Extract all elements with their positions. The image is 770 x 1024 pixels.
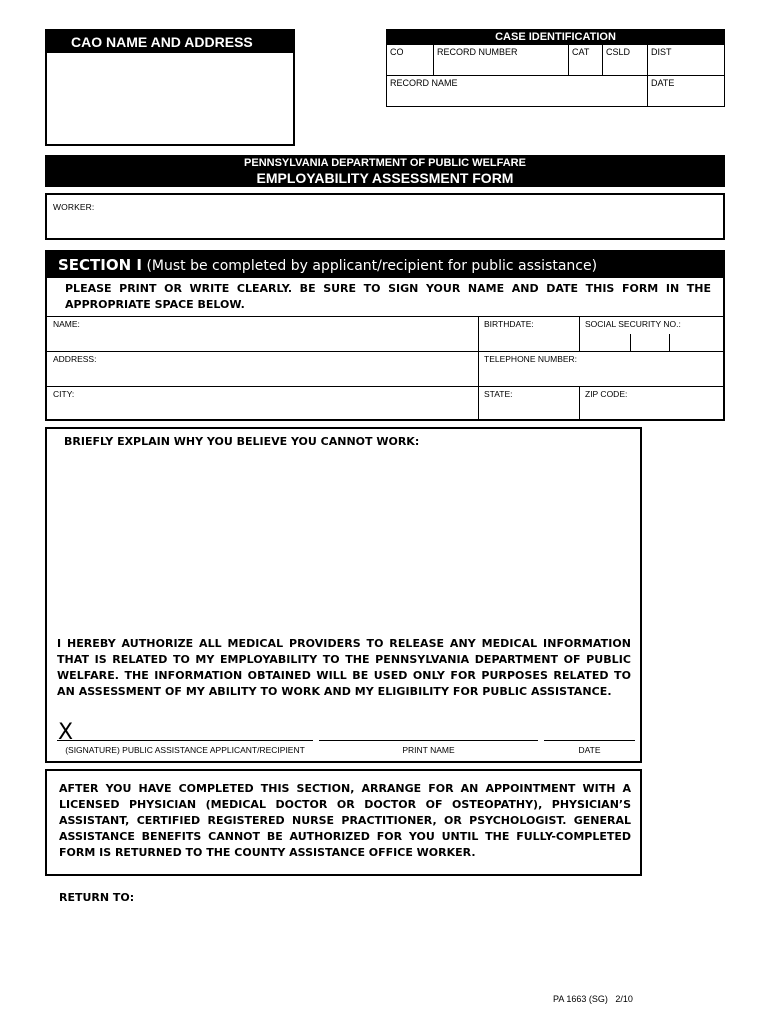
address-label: ADDRESS: bbox=[53, 354, 97, 364]
signature-line[interactable] bbox=[57, 740, 313, 741]
ssn-field[interactable] bbox=[579, 316, 723, 351]
worker-label: WORKER: bbox=[53, 202, 95, 212]
telephone-field[interactable] bbox=[478, 351, 723, 386]
explanation-box[interactable] bbox=[45, 427, 642, 763]
case-id-row-2 bbox=[387, 75, 724, 106]
case-id-row-1 bbox=[387, 44, 724, 76]
cat-field[interactable]: CAT bbox=[568, 45, 609, 76]
zip-field[interactable] bbox=[579, 386, 723, 419]
cao-name-address-box[interactable] bbox=[45, 29, 295, 146]
city-label: CITY: bbox=[53, 389, 75, 399]
name-field[interactable] bbox=[47, 316, 478, 351]
zip-label: ZIP CODE: bbox=[585, 389, 628, 399]
print-name-line[interactable] bbox=[319, 740, 538, 741]
form-header bbox=[45, 155, 725, 187]
city-field[interactable] bbox=[47, 386, 478, 419]
section-1-header bbox=[47, 252, 723, 278]
appointment-notice-text: AFTER YOU HAVE COMPLETED THIS SECTION, ARRANGE FOR AN APPOINTMENT WITH A LICENSED PHYSICIAN (MEDICAL DOCTOR OR DOCTOR OF OSTEOPATHY), PHYSICIAN’S ASSISTANT, CERTIFIED REGISTERED NURSE PRACTITIONER, OR PSYCHOLOGIST. GENERAL ASSISTANCE BENEFITS CANNOT BE AUTHORIZED FOR YOU UNTIL THE FULLY-COMPLETED FORM IS RETURNED TO THE COUNTY ASSISTANCE OFFICE WORKER. bbox=[59, 782, 631, 859]
date-line[interactable] bbox=[544, 740, 635, 741]
telephone-label: TELEPHONE NUMBER: bbox=[484, 354, 578, 364]
record-number-field[interactable]: RECORD NUMBER bbox=[433, 45, 575, 76]
address-field[interactable] bbox=[47, 351, 478, 386]
co-field[interactable]: CO bbox=[390, 47, 404, 57]
form-title: EMPLOYABILITY ASSESSMENT FORM bbox=[256, 170, 514, 186]
case-identification-box bbox=[386, 29, 725, 107]
form-number: PA 1663 (SG) 2/10 bbox=[553, 994, 633, 1004]
appointment-notice bbox=[45, 769, 642, 876]
record-name-field[interactable]: RECORD NAME bbox=[390, 78, 458, 88]
name-label: NAME: bbox=[53, 319, 80, 329]
dist-field[interactable]: DIST bbox=[647, 45, 724, 76]
worker-field[interactable] bbox=[45, 193, 725, 240]
csld-field[interactable]: CSLD bbox=[602, 45, 654, 76]
department-name: PENNSYLVANIA DEPARTMENT OF PUBLIC WELFARE bbox=[244, 157, 526, 169]
explain-question: BRIEFLY EXPLAIN WHY YOU BELIEVE YOU CANNOT WORK: bbox=[64, 435, 420, 448]
section-1-title: SECTION I bbox=[58, 256, 142, 274]
section-1-subtitle: (Must be completed by applicant/recipient for public assistance) bbox=[146, 258, 598, 274]
print-name-caption: PRINT NAME bbox=[402, 745, 455, 755]
section-1 bbox=[45, 250, 725, 421]
signature-mark: X bbox=[58, 720, 74, 745]
state-field[interactable] bbox=[478, 386, 579, 419]
state-label: STATE: bbox=[484, 389, 513, 399]
birthdate-field[interactable] bbox=[478, 316, 579, 351]
signature-caption: (SIGNATURE) PUBLIC ASSISTANCE APPLICANT/RECIPIENT bbox=[65, 745, 305, 755]
date-field[interactable]: DATE bbox=[647, 76, 724, 106]
cao-title: CAO NAME AND ADDRESS bbox=[47, 31, 293, 53]
date-caption: DATE bbox=[578, 745, 601, 755]
section-1-instructions: PLEASE PRINT OR WRITE CLEARLY. BE SURE TO SIGN YOUR NAME AND DATE THIS FORM IN THE APPROPRIATE SPACE BELOW. bbox=[65, 282, 711, 311]
case-identification-title: CASE IDENTIFICATION bbox=[387, 30, 724, 44]
authorization-statement: I HEREBY AUTHORIZE ALL MEDICAL PROVIDERS TO RELEASE ANY MEDICAL INFORMATION THAT IS RELATED TO MY EMPLOYABILITY TO THE PENNSYLVANIA DEPARTMENT OF PUBLIC WELFARE. THE INFORMATION OBTAINED WILL BE USED ONLY FOR PURPOSES RELATED TO AN ASSESSMENT OF MY ABILITY TO WORK AND MY ELIGIBILITY FOR PUBLIC ASSISTANCE. bbox=[57, 637, 631, 698]
birthdate-label: BIRTHDATE: bbox=[484, 319, 534, 329]
return-to-label: RETURN TO: bbox=[59, 891, 135, 904]
ssn-label: SOCIAL SECURITY NO.: bbox=[585, 319, 681, 329]
